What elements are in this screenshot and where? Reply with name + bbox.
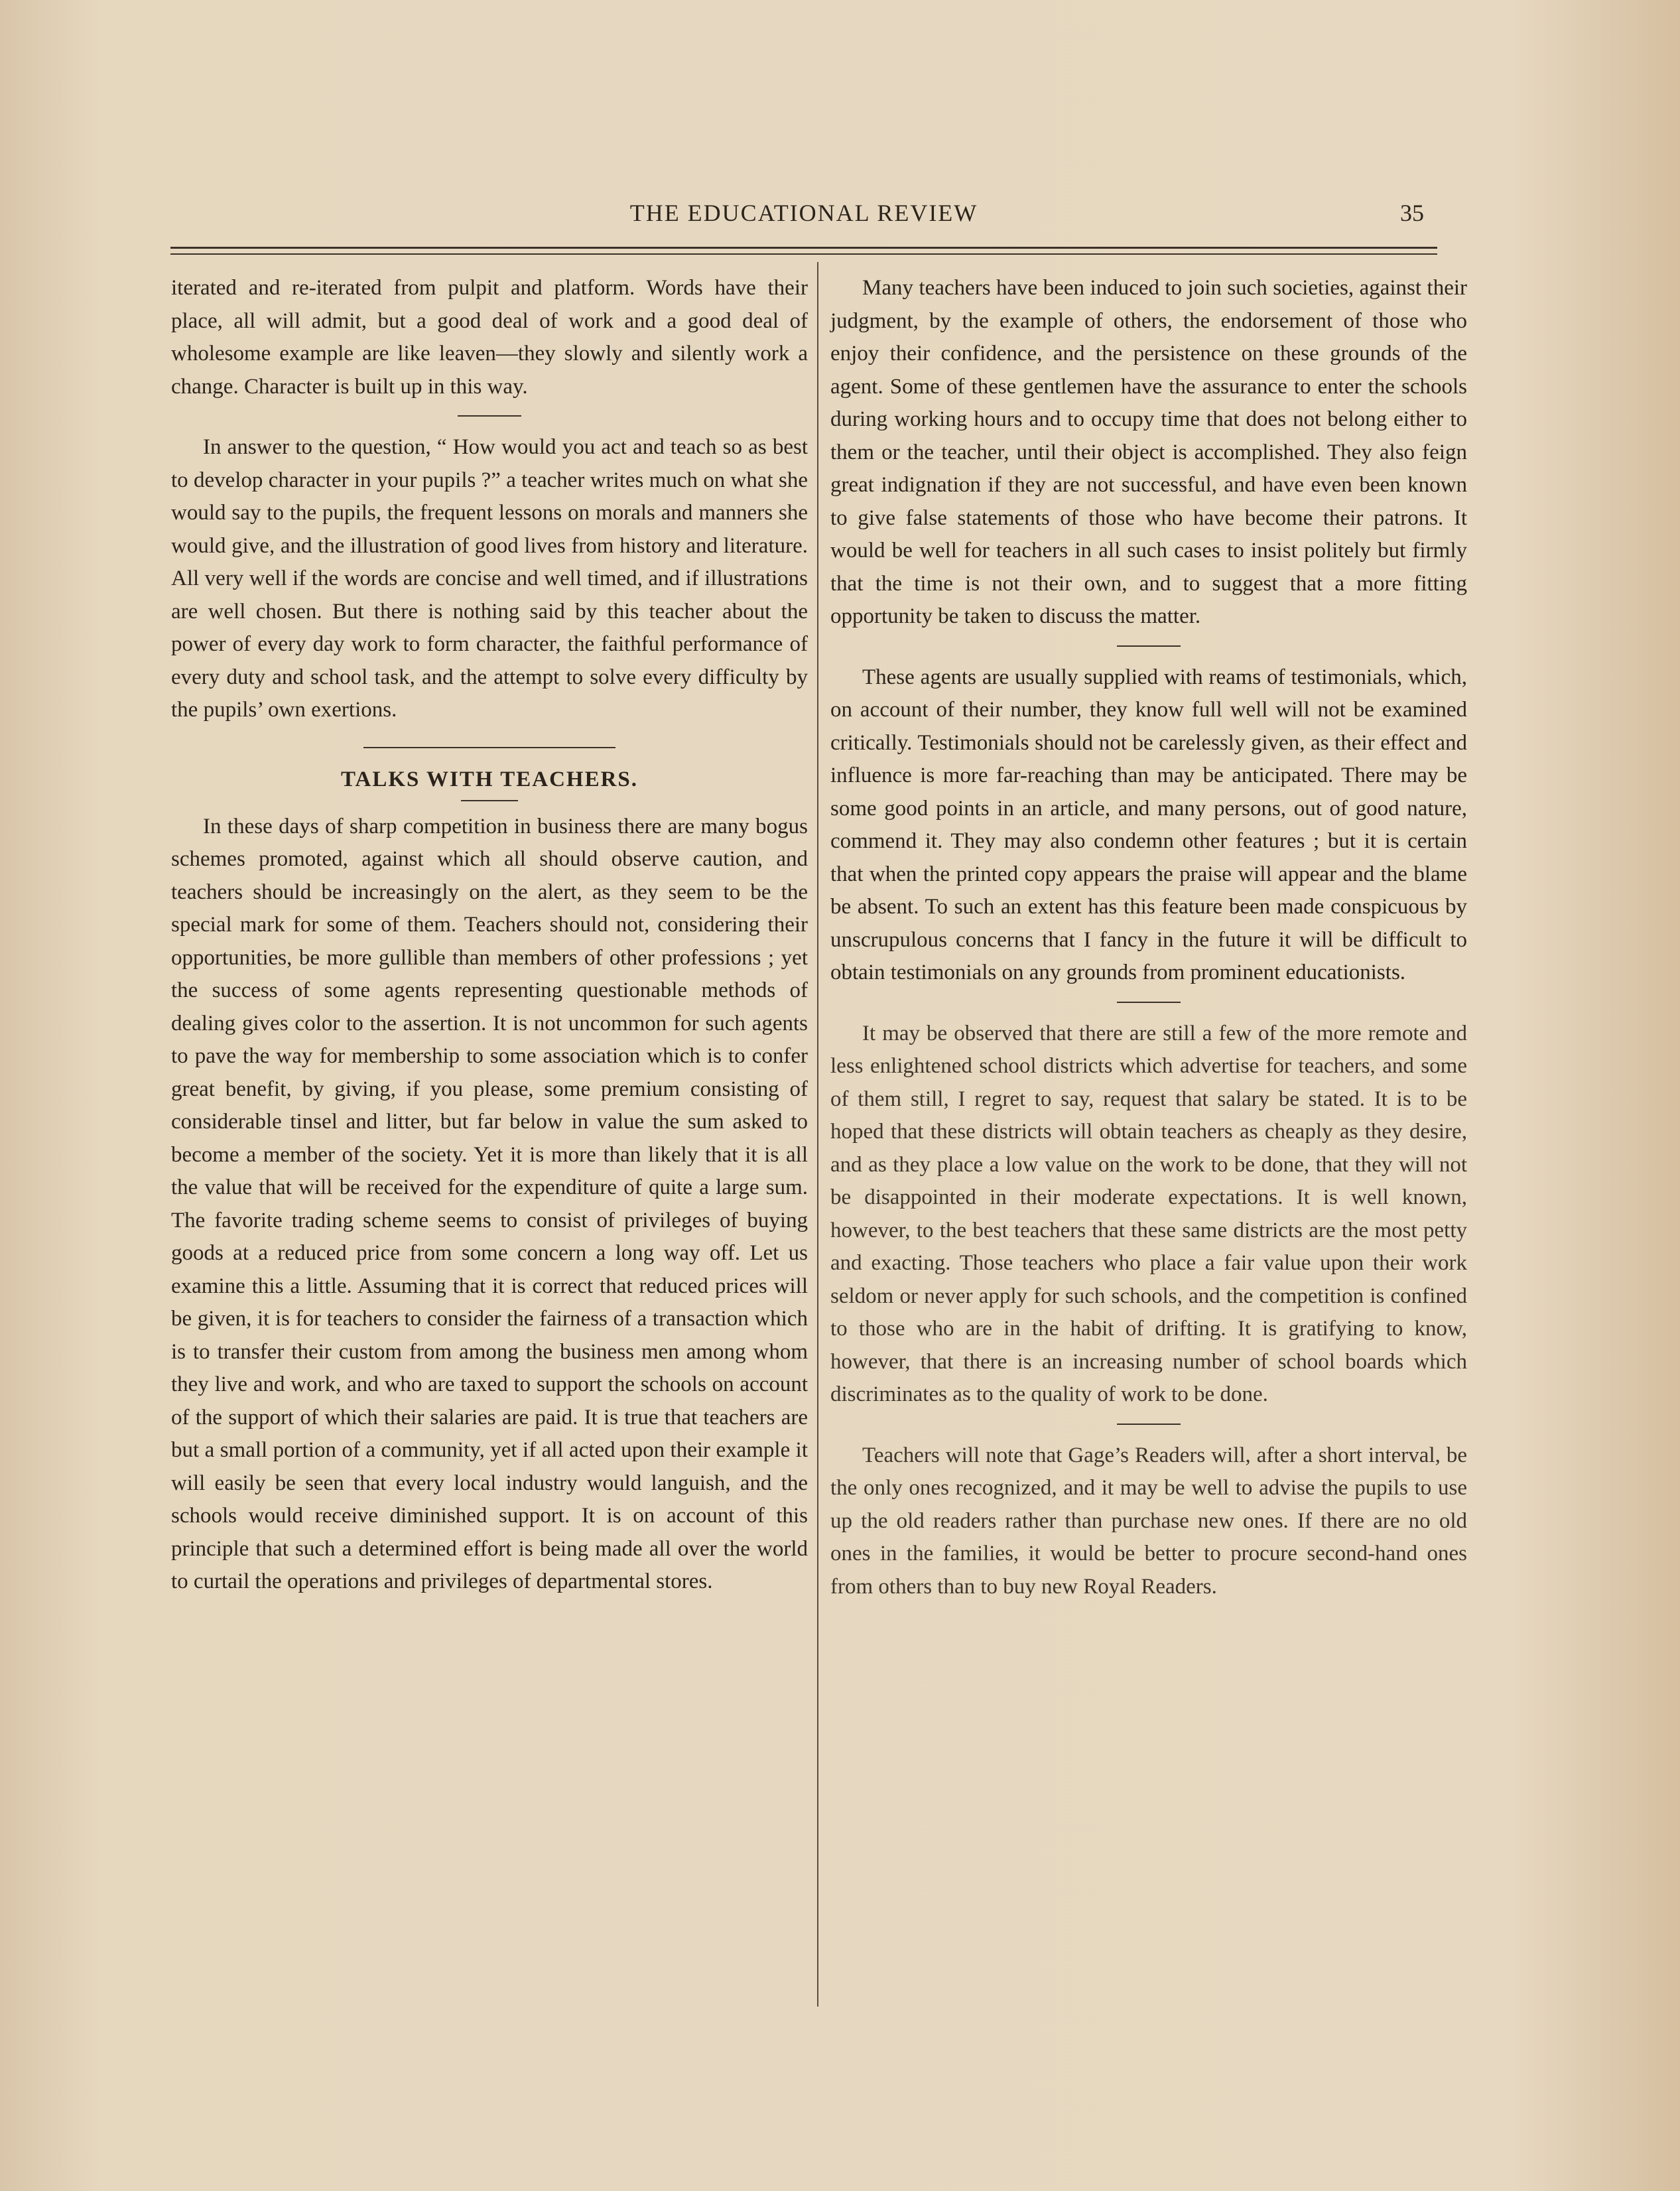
- paragraph: In these days of sharp competition in business there are many bogus schemes promoted, against which all should observe caution, and teachers should be increasingly on the alert, as they seem to be the special mark for some of them. Teachers should not, considering their opportunities, be more gullible than members of other professions ; yet the success of some agents representing questionable methods of dealing gives color to the assertion. It is not uncommon for such agents to pave the way for membership to some association which is to confer great benefit, by giving, if you please, some premium consisting of considerable tinsel and litter, but far below in value the sum asked to become a member of the society. Yet it is more than likely that it is all the value that will be received for the expenditure of quite a large sum. The favorite trading scheme seems to consist of privileges of buying goods at a reduced price from some concern a long way off. Let us examine this a little. Assuming that it is correct that reduced prices will be given, it is for teachers to consider the fairness of a transaction which is to transfer their custom from among the business men among whom they live and work, and who are taxed to support the schools on account of the support of which their salaries are paid. It is true that teachers are but a small portion of a community, yet if all acted upon their example it will easily be seen that every local industry would languish, and the schools would receive diminished support. It is on account of this principle that such a determined effort is being made all over the world to curtail the operations and privileges of departmental stores.: [171, 814, 808, 1593]
- running-title: THE EDUCATIONAL REVIEW: [629, 200, 978, 226]
- paragraph: iterated and re-iterated from pulpit and platform. Words have their place, all will admit, but a good deal of work and a good deal of wholesome example are like leaven—they slowly and silently work a change. Character is built up in this way.: [171, 276, 808, 399]
- left-column: [171, 272, 808, 1599]
- header-double-rule: [170, 247, 1437, 255]
- paragraph: It may be observed that there are still a few of the more remote and less enlightened school districts which advertise for teachers, and some of them still, I regret to say, request that salary be stated. It is to be hoped that these districts will obtain teachers as cheaply as they desire, and as they place a low value on the work to be done, that they will not be disappointed in their moderate expectations. It is well known, however, to the best teachers that these same districts are the most petty and exacting. Those teachers who place a fair value upon their work seldom or never apply for such schools, and the competition is confined to those who are in the habit of drifting. It is gratifying to know, however, that there is an increasing number of school boards which discriminates as to the quality of work to be done.: [830, 1021, 1467, 1406]
- paragraph: Teachers will note that Gage’s Readers will, after a short interval, be the only ones recognized, and it may be well to advise the pupils to use up the old readers rather than purchase new ones. If there are no old ones in the families, it would be better to procure second-hand ones from others than to buy new Royal Readers.: [830, 1443, 1467, 1599]
- paragraph: In answer to the question, “ How would you act and teach so as best to develop character in your pupils ?” a teacher writes much on what she would say to the pupils, the frequent lessons on morals and manners she would give, and the illustration of good lives from history and literature. All very well if the words are concise and well timed, and if illustrations are well chosen. But there is nothing said by this teacher about the power of every day work to form character, the faithful performance of every duty and school task, and the attempt to solve every difficulty by the pupils’ own exertions.: [171, 435, 808, 722]
- section-separator: [1117, 645, 1181, 647]
- heading-rule: [461, 800, 518, 801]
- paragraph: Many teachers have been induced to join such societies, against their judgment, by the example of others, the endorsement of those who enjoy their confidence, and the persistence on these grounds of the agent. Some of these gentlemen have the assurance to enter the schools during working hours and to occupy time that does not belong either to them or the teacher, until their object is accomplished. They also feign great indignation if they are not successful, and have even been known to give false statements of those who have become their patrons. It would be well for teachers in all such cases to insist politely but firmly that the time is not their own, and to suggest that a more fitting opportunity be taken to discuss the matter.: [830, 276, 1467, 628]
- page-number: 35: [1400, 200, 1424, 226]
- page-header: [170, 196, 1437, 230]
- section-separator: [363, 747, 615, 748]
- section-separator: [1117, 1424, 1181, 1425]
- right-column: [830, 272, 1467, 1603]
- paragraph: These agents are usually supplied with reams of testimonials, which, on account of their number, they know full well will not be examined critically. Testimonials should not be carelessly given, as their effect and influence is more far-reaching than may be anticipated. There may be some good points in an article, and many persons, out of good nature, commend it. They may also condemn other features ; but it is certain that when the printed copy appears the praise will appear and the blame be absent. To such an extent has this feature been made conspicuous by unscrupulous concerns that I fancy in the future it will be difficult to obtain testimonials on any grounds from prominent educationists.: [830, 665, 1467, 984]
- section-separator: [458, 415, 521, 417]
- section-heading: TALKS WITH TEACHERS.: [340, 767, 639, 791]
- section-separator: [1117, 1002, 1181, 1003]
- column-divider: [817, 262, 818, 2007]
